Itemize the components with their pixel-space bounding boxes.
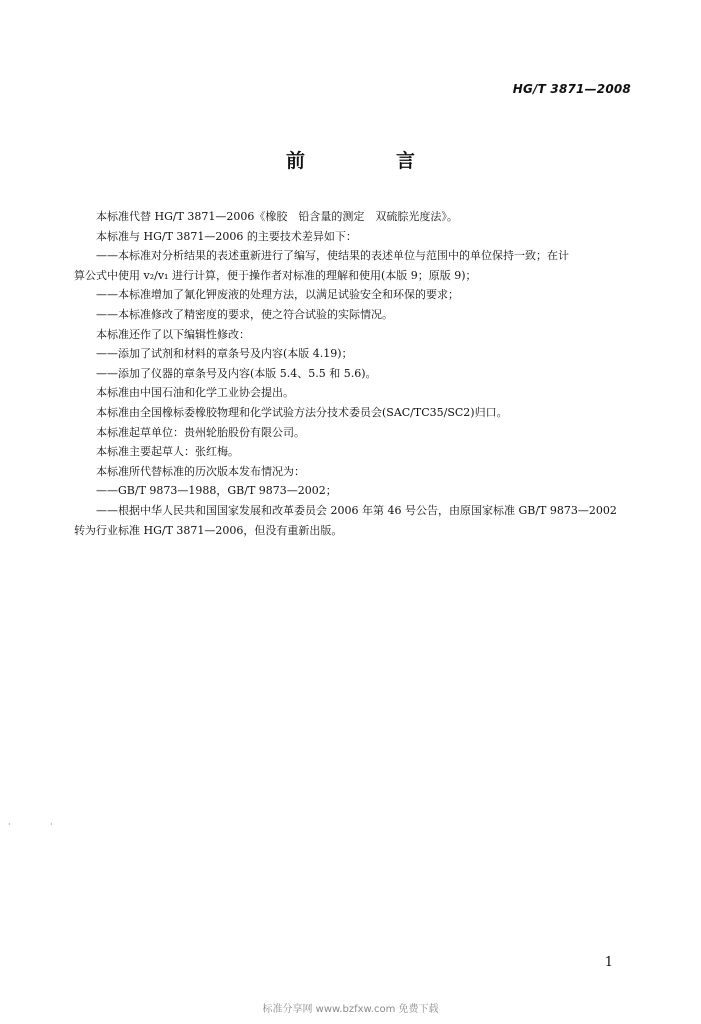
standard-code: HG/T 3871—2008: [512, 82, 631, 96]
footer-watermark: 标准分享网 www.bzfxw.com 免费下载: [262, 1004, 439, 1015]
list-item-difference-1: ——本标准对分析结果的表述重新进行了编写，使结果的表述单位与范围中的单位保持一致；在计: [96, 249, 569, 263]
scan-dot: ·: [8, 820, 11, 829]
paragraph-under-jurisdiction: 本标准由全国橡标委橡胶物理和化学试验方法分技术委员会(SAC/TC35/SC2)归口。: [96, 405, 508, 419]
list-item-history-1: ——GB/T 9873—1988，GB/T 9873—2002；: [96, 484, 337, 498]
paragraph-history-intro: 本标准所代替标准的历次版本发布情况为：: [96, 464, 305, 478]
paragraph-editorial-intro: 本标准还作了以下编辑性修改：: [96, 327, 250, 341]
page-title: 前 言: [285, 150, 451, 172]
list-item-difference-2: ——本标准增加了氰化钾废液的处理方法，以满足试验安全和环保的要求；: [96, 288, 459, 302]
list-item-history-2: ——根据中华人民共和国国家发展和改革委员会 2006 年第 46 号公告，由原国家标准 GB/T 9873—2002: [96, 503, 617, 517]
list-item-difference-1-continued: 算公式中使用 v₂/v₁ 进行计算，便于操作者对标准的理解和使用(本版 9；原版 9)；: [74, 268, 477, 282]
list-item-history-2-continued: 转为行业标准 HG/T 3871—2006，但没有重新出版。: [74, 523, 343, 537]
paragraph-drafters: 本标准主要起草人：张红梅。: [96, 445, 239, 459]
paragraph-differences-intro: 本标准与 HG/T 3871—2006 的主要技术差异如下：: [96, 229, 357, 243]
foreword-body: [74, 207, 629, 540]
page-number: 1: [604, 955, 613, 970]
paragraph-proposed-by: 本标准由中国石油和化学工业协会提出。: [96, 386, 294, 400]
paragraph-replaces: 本标准代替 HG/T 3871—2006《橡胶 铅含量的测定 双硫腙光度法》。: [96, 210, 458, 223]
list-item-editorial-2: ——添加了仪器的章条号及内容(本版 5.4、5.5 和 5.6)。: [96, 366, 377, 380]
list-item-editorial-1: ——添加了试剂和材料的章条号及内容(本版 4.19)；: [96, 347, 353, 361]
list-item-difference-3: ——本标准修改了精密度的要求，使之符合试验的实际情况。: [96, 307, 393, 321]
paragraph-drafting-unit: 本标准起草单位：贵州轮胎股份有限公司。: [96, 425, 305, 439]
scan-dot: ·: [50, 820, 53, 829]
